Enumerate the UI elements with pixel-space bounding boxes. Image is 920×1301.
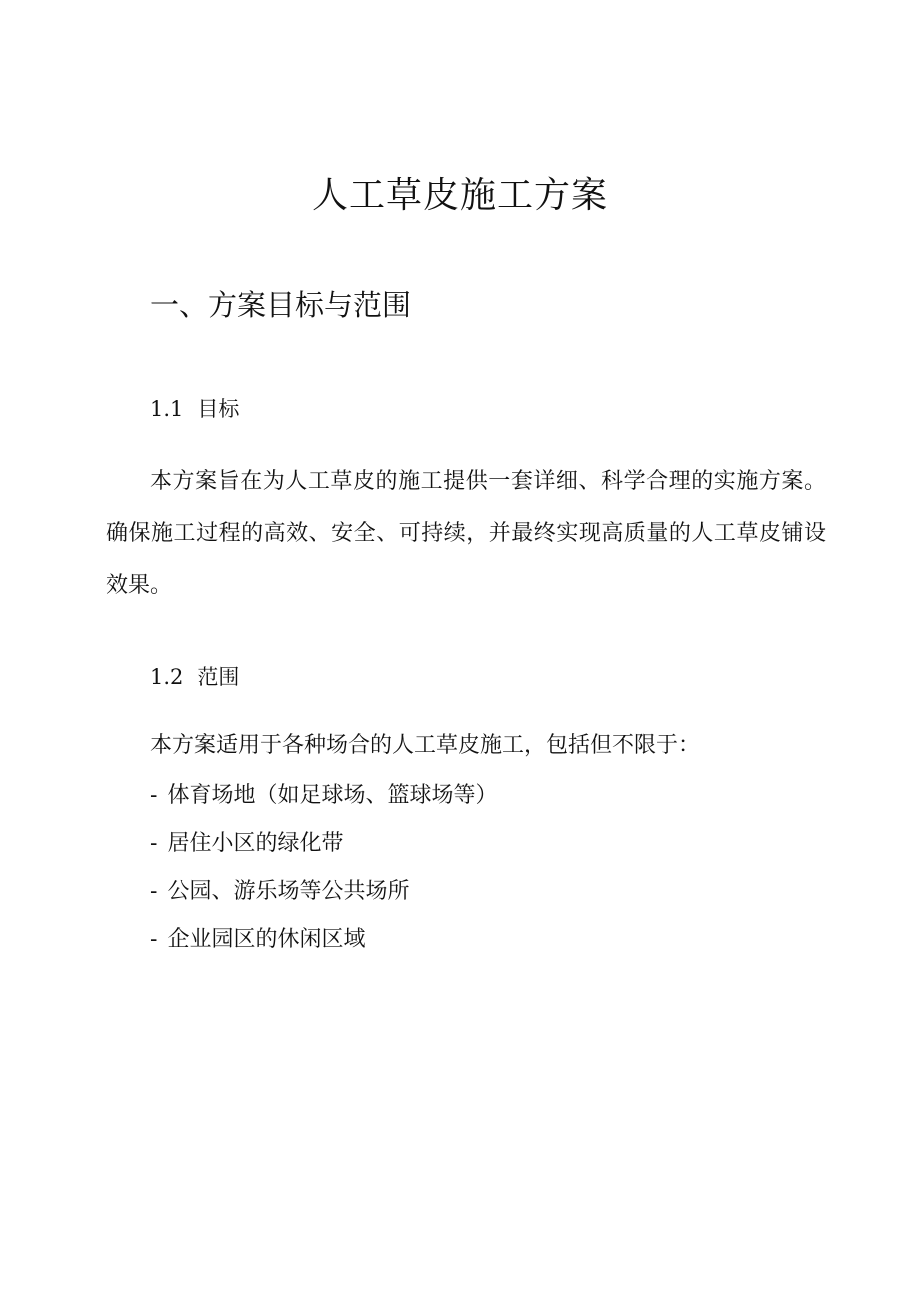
list-bullet: - <box>150 879 158 904</box>
list-item <box>150 778 497 826</box>
scope-label: 范围 <box>197 665 240 689</box>
list-item <box>150 874 497 922</box>
goal-number: 1.1 <box>150 397 184 421</box>
list-item-text: 居住小区的绿化带 <box>167 831 344 856</box>
scope-subheading <box>150 662 239 692</box>
list-item <box>150 922 497 970</box>
scope-number: 1.2 <box>150 665 184 689</box>
goal-subheading <box>150 394 239 424</box>
list-item-text: 企业园区的休闲区域 <box>167 927 366 952</box>
list-bullet: - <box>150 783 158 808</box>
list-item <box>150 826 497 874</box>
goal-paragraph: 本方案旨在为人工草皮的施工提供一套详细、科学合理的实施方案。确保施工过程的高效、安全、可持续，并最终实现高质量的人工草皮铺设效果。 <box>106 469 826 598</box>
list-bullet: - <box>150 831 158 856</box>
goal-label: 目标 <box>197 397 240 421</box>
scope-intro: 本方案适用于各种场合的人工草皮施工，包括但不限于： <box>150 733 701 758</box>
scope-list <box>150 778 497 970</box>
list-bullet: - <box>150 927 158 952</box>
list-item-text: 公园、游乐场等公共场所 <box>167 879 410 904</box>
list-item-text: 体育场地（如足球场、篮球场等） <box>167 783 498 808</box>
section-heading: 一、方案目标与范围 <box>150 288 412 322</box>
document-title: 人工草皮施工方案 <box>311 175 608 216</box>
